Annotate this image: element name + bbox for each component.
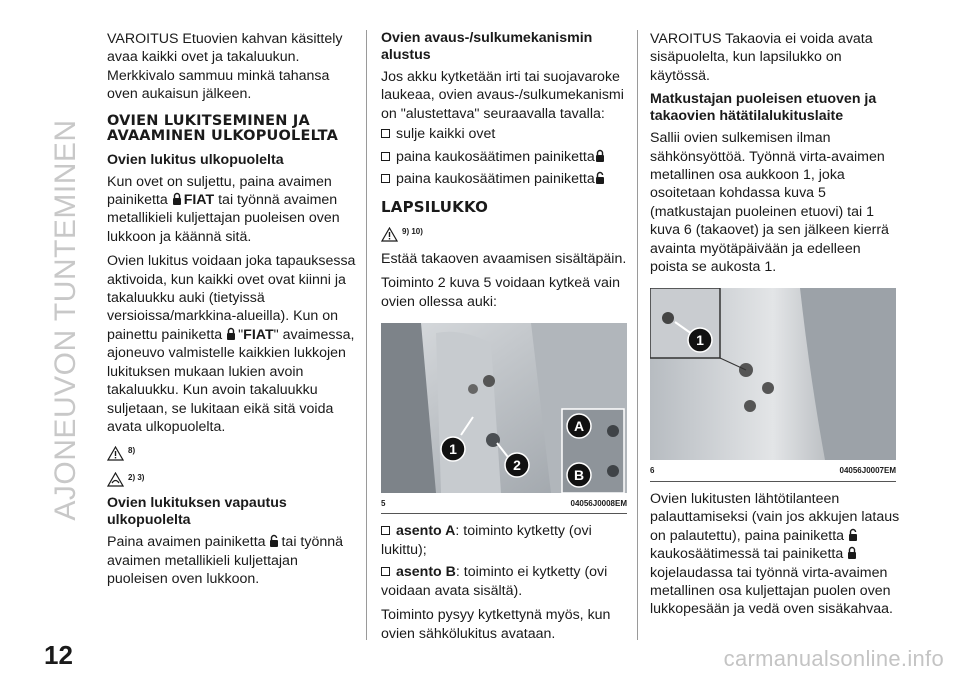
warning-ref: 2) 3): [128, 472, 145, 482]
door-latch-illustration: [381, 323, 627, 493]
figure-6-number: 6: [650, 466, 655, 476]
warning-ref: 8): [128, 446, 136, 456]
section-title-child-lock: LAPSILUKKO: [381, 198, 489, 217]
list-item: sulje kaikki ovet: [381, 125, 631, 143]
column-divider-1: [366, 30, 367, 640]
paragraph-lock-outside: Kun ovet on suljettu, paina avaimen painiketta FIAT tai työnnä avaimen metallikieli kuljettajan puoleisen oven lukkoon ja käännä sitä.: [107, 173, 340, 245]
bullet-square-icon: [381, 174, 390, 183]
bullet-square-icon: [381, 567, 390, 576]
column-1: [107, 30, 357, 594]
figure-6-code: 04056J0007EM: [839, 466, 896, 476]
figure-5-code: 04056J0008EM: [570, 499, 627, 509]
lock-open-icon: [848, 528, 858, 542]
lock-open-icon: [269, 534, 279, 548]
subheading-init: Ovien avaus-/sulkumekanismin alustus: [381, 30, 593, 63]
column-2: [381, 30, 631, 649]
warning-rear-doors: VAROITUS Takaovia ei voida avata sisäpuolelta, kun lapsilukko on käytössä.: [650, 31, 873, 84]
subheading-lock-outside: Ovien lukitus ulkopuolelta: [107, 151, 284, 168]
site-watermark: carmanualsonline.info: [723, 646, 944, 671]
paragraph-unlock-outside: Paina avaimen painiketta tai työnnä avaimen metallikieli kuljettajan puoleisen oven lukkoon.: [107, 534, 344, 587]
bullet-square-icon: [381, 152, 390, 161]
subheading-emergency-lock: Matkustajan puoleisen etuoven ja takaovien hätätilalukituslaite: [650, 91, 877, 125]
paragraph-child-lock-persist: Toiminto pysyy kytkettynä myös, kun ovien sähkölukitus avataan.: [381, 607, 611, 642]
lock-closed-icon: [226, 327, 236, 341]
warning-ref-row-1: [107, 442, 357, 460]
warning-front-handle: VAROITUS Etuovien kahvan käsittely avaa kaikki ovet ja takaluukun. Merkkivalo sammuu minkä tahansa oven aukaisun jälkeen.: [107, 31, 343, 103]
warning-ref-row-2: [107, 469, 357, 487]
lock-open-icon: [595, 171, 605, 185]
figure-6-caption: [650, 460, 896, 480]
list-item-position-a: asento A: toiminto kytketty (ovi lukittu);: [381, 523, 592, 558]
warning-triangle-icon: [107, 446, 124, 461]
paragraph-lock-open-tailgate: Ovien lukitus voidaan joka tapauksessa aktivoida, kun kaikki ovet ovat kiinni ja takaluukku auki (tietyissä versioissa/markkina-alueilla). Kun on painettu painiketta "FIAT" avaimessa, ajoneuvo valmistelle kaikkien lukkojen lukituksen mukaan lukien avoin takaluukku. Kun avoin takaluukku suljetaan, se lukitaan eikä sitä voida avata ulkopuolelta.: [107, 253, 356, 435]
list-item: paina kaukosäätimen painiketta: [381, 148, 631, 166]
list-item: paina kaukosäätimen painiketta: [381, 170, 631, 188]
paragraph-init: Jos akku kytketään irti tai suojavaroke laukeaa, ovien avaus-/sulkumekanismi on "alustettava" seuraavalla tavalla:: [381, 69, 624, 122]
warning-triangle-icon: [381, 227, 398, 242]
figure-5-caption: [381, 493, 627, 513]
paragraph-child-lock-purpose: Estää takaoven avaamisen sisältäpäin.: [381, 250, 627, 267]
chapter-side-title: [46, 40, 86, 600]
caution-triangle-icon: [107, 472, 124, 487]
lock-closed-icon: [595, 149, 605, 163]
paragraph-restore-locks: Ovien lukitusten lähtötilanteen palauttamiseksi (vain jos akkujen lataus on palautettu), paina painiketta kaukosäätimessä tai painiketta kojelaudassa tai työnnä virta-avaimen metallinen osa kuljettajan puolen oven lukkopesään ja vedä oven sisäkahvaa.: [650, 490, 900, 618]
page-number: 12: [44, 640, 73, 670]
figure-5-callout-B: B: [573, 467, 585, 484]
figure-6: [650, 288, 896, 481]
paragraph-child-lock-activate: Toiminto 2 kuva 5 voidaan kytkeä vain ovien ollessa auki:: [381, 275, 620, 310]
figure-5-callout-1: 1: [449, 441, 457, 458]
warning-ref-row: [381, 223, 631, 241]
list-item-position-b: asento B: toiminto ei kytketty (ovi voidaan avata sisältä).: [381, 564, 608, 599]
chapter-title-text: AJONEUVON TUNTEMINEN: [49, 119, 82, 521]
bullet-square-icon: [381, 129, 390, 138]
paragraph-emergency-lock: Sallii ovien sulkemisen ilman sähkönsyöttöä. Työnnä virta-avaimen metallinen osa aukkoon 1, joka osoitetaan kohdassa kuva 5 (matkustajan puoleinen etuovi) tai 1 kuva 6 (takaovet) ja sen jälkeen kierrä avainta myötäpäivään ja edelleen poista se aukosta 1.: [650, 130, 889, 276]
section-title-locking: OVIEN LUKITSEMINEN JA AVAAMINEN ULKOPUOLELTA: [107, 112, 338, 144]
subheading-unlock-outside: Ovien lukituksen vapautus ulkopuolelta: [107, 495, 287, 529]
lock-closed-icon: [172, 192, 182, 206]
figure-6-callout-1: 1: [696, 332, 704, 349]
column-divider-2: [637, 30, 638, 640]
warning-ref: 9) 10): [402, 227, 423, 237]
figure-5-image: [381, 323, 627, 493]
column-3: [650, 30, 900, 625]
figure-5-number: 5: [381, 499, 386, 509]
figure-5: [381, 323, 627, 514]
lock-closed-icon: [847, 546, 857, 560]
figure-6-image: [650, 288, 896, 460]
rear-door-latch-illustration: [650, 288, 896, 460]
bullet-square-icon: [381, 526, 390, 535]
figure-5-callout-A: A: [573, 418, 585, 435]
figure-5-callout-2: 2: [513, 457, 521, 474]
